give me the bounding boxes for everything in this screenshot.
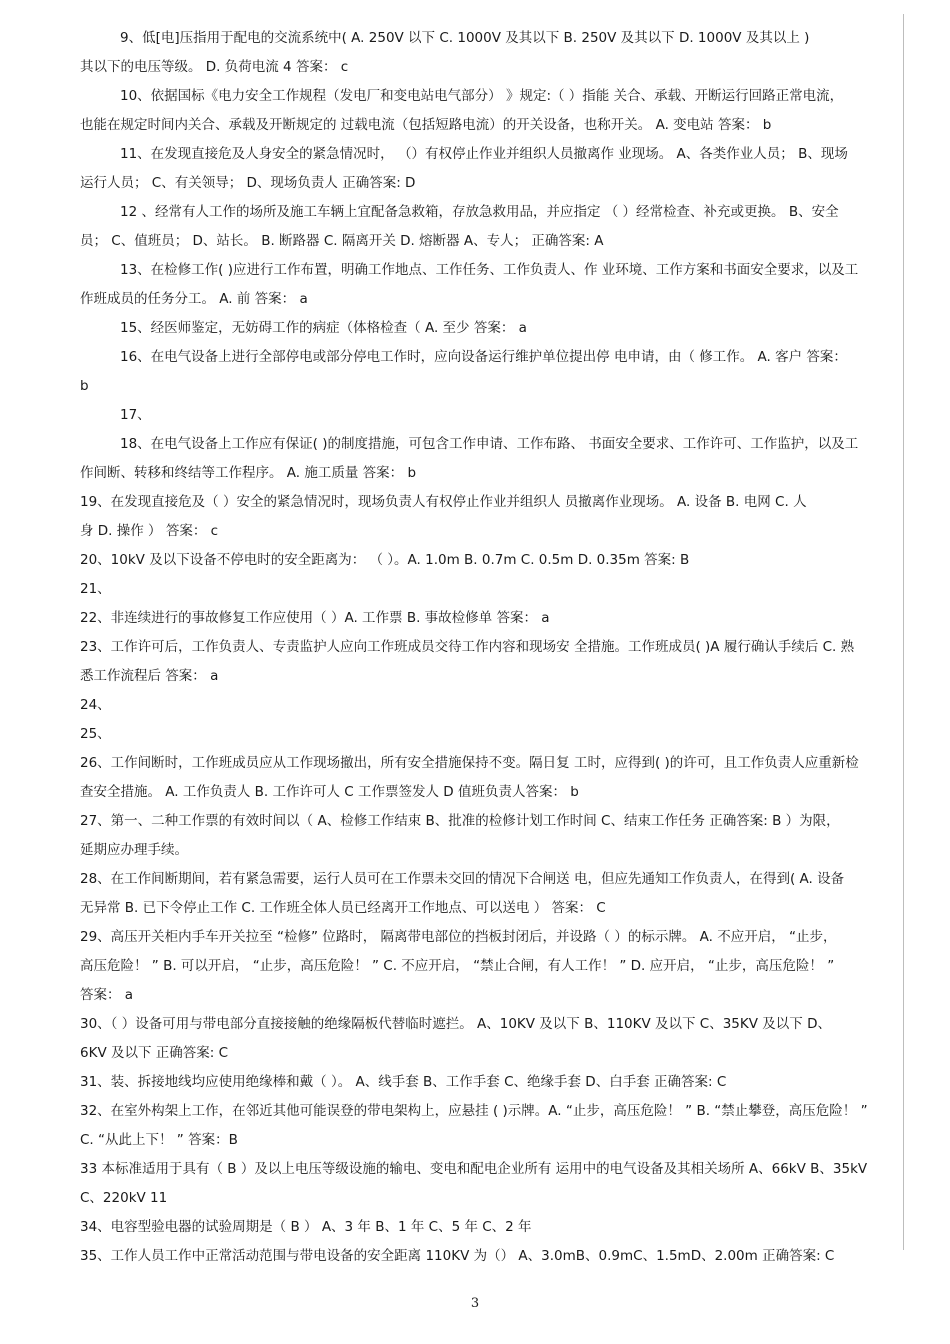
- text-line: C. “从此上下！ ” 答案：B: [80, 1132, 238, 1148]
- text-line: 答案： a: [80, 987, 134, 1003]
- text-line: C、220kV 11: [80, 1190, 168, 1206]
- text-line: 10、依据国标《电力安全工作规程（发电厂和变电站电气部分） 》规定:（ ）指能 关合、承载、开断运行回路正常电流，: [120, 88, 844, 104]
- text-line: 35、工作人员工作中正常活动范围与带电设备的安全距离 110KV 为（） A、3.0mB、0.9mC、1.5mD、2.00m 正确答案: C: [80, 1248, 835, 1264]
- text-line: 作间断、转移和终结等工作程序。 A. 施工质量 答案： b: [80, 465, 417, 481]
- text-line: 无异常 B. 已下令停止工作 C. 工作班全体人员已经离开工作地点、可以送电 ） 答案： C: [80, 900, 606, 916]
- text-line: 查安全措施。 A. 工作负责人 B. 工作许可人 C 工作票签发人 D 值班负责人答案： b: [80, 784, 579, 800]
- text-line: 高压危险！ ” B. 可以开启， “止步，高压危险！ ” C. 不应开启， “禁止合闸，有人工作！ ” D. 应开启， “止步，高压危险！ ”: [80, 958, 835, 974]
- text-line: 25、: [80, 726, 111, 742]
- right-margin-rule: [903, 14, 904, 1250]
- text-line: 也能在规定时间内关合、承载及开断规定的 过载电流（包括短路电流）的开关设备，也称开关。 A. 变电站 答案： b: [80, 117, 772, 133]
- text-line: 23、工作许可后，工作负责人、专责监护人应向工作班成员交待工作内容和现场安 全措施。工作班成员( )A 履行确认手续后 C. 熟: [80, 639, 855, 655]
- text-line: 34、电容型验电器的试验周期是（ B ） A、3 年 B、1 年 C、5 年 C、2 年: [80, 1219, 532, 1235]
- text-line: 19、在发现直接危及（ ）安全的紧急情况时，现场负责人有权停止作业并组织人 员撤离作业现场。 A. 设备 B. 电网 C. 人: [80, 494, 807, 510]
- text-line: 13、在检修工作( )应进行工作布置，明确工作地点、工作任务、工作负责人、作 业环境、工作方案和书面安全要求，以及工: [120, 262, 859, 278]
- text-line: 17、: [120, 407, 151, 423]
- text-line: 悉工作流程后 答案： a: [80, 668, 219, 684]
- text-line: 24、: [80, 697, 111, 713]
- text-line: 15、经医师鉴定，无妨碍工作的病症（体格检查（ A. 至少 答案： a: [120, 320, 527, 336]
- text-line: 运行人员； C、有关领导； D、现场负责人 正确答案: D: [80, 175, 416, 191]
- page-number: 3: [470, 1296, 480, 1311]
- text-line: 员； C、值班员； D、站长。 B. 断路器 C. 隔离开关 D. 熔断器 A、专人； 正确答案: A: [80, 233, 604, 249]
- text-line: 9、低[电]压指用于配电的交流系统中( A. 250V 以下 C. 1000V 及其以下 B. 250V 及其以下 D. 1000V 及其以上 ): [120, 30, 810, 46]
- text-line: 32、在室外构架上工作，在邻近其他可能误登的带电架构上，应悬挂 ( )示牌。A. “止步，高压危险！ ” B. “禁止攀登，高压危险！ ”: [80, 1103, 868, 1119]
- text-line: b: [80, 378, 89, 394]
- text-line: 29、高压开关柜内手车开关拉至 “检修” 位路时， 隔离带电部位的挡板封闭后，并设路（ ）的标示牌。 A. 不应开启， “止步，: [80, 929, 837, 945]
- text-line: 16、在电气设备上进行全部停电或部分停电工作时，应向设备运行维护单位提出停 电申请，由（ 修工作。 A. 客户 答案：: [120, 349, 847, 365]
- text-line: 其以下的电压等级。 D. 负荷电流 4 答案： c: [80, 59, 349, 75]
- text-line: 22、非连续进行的事故修复工作应使用（ ）A. 工作票 B. 事故检修单 答案： a: [80, 610, 550, 626]
- text-line: 身 D. 操作 ） 答案： c: [80, 523, 219, 539]
- text-line: 30、（ ）设备可用与带电部分直接接触的绝缘隔板代替临时遮拦。 A、10KV 及以下 B、110KV 及以下 C、35KV 及以下 D、: [80, 1016, 831, 1032]
- text-line: 11、在发现直接危及人身安全的紧急情况时， （）有权停止作业并组织人员撤离作 业现场。 A、各类作业人员； B、现场: [120, 146, 848, 162]
- text-line: 26、工作间断时，工作班成员应从工作现场撤出，所有安全措施保持不变。隔日复 工时，应得到( )的许可，且工作负责人应重新检: [80, 755, 859, 771]
- text-line: 12 、经常有人工作的场所及施工车辆上宜配备急救箱，存放急救用品，并应指定 （ ）经常检查、补充或更换。 B、安全: [120, 204, 839, 220]
- text-line: 延期应办理手续。: [80, 842, 188, 858]
- text-line: 6KV 及以下 正确答案: C: [80, 1045, 229, 1061]
- text-line: 作班成员的任务分工。 A. 前 答案： a: [80, 291, 308, 307]
- text-line: 28、在工作间断期间，若有紧急需要，运行人员可在工作票未交回的情况下合闸送 电，但应先通知工作负责人，在得到( A. 设备: [80, 871, 845, 887]
- text-line: 21、: [80, 581, 111, 597]
- text-line: 33 本标准适用于具有（ B ）及以上电压等级设施的输电、变电和配电企业所有 运用中的电气设备及其相关场所 A、66kV B、35kV: [80, 1161, 868, 1177]
- text-line: 31、装、拆接地线均应使用绝缘棒和戴（ ）。 A、线手套 B、工作手套 C、绝缘手套 D、白手套 正确答案: C: [80, 1074, 727, 1090]
- text-line: 20、10kV 及以下设备不停电时的安全距离为： （ ）。A. 1.0m B. 0.7m C. 0.5m D. 0.35m 答案: B: [80, 552, 690, 568]
- text-line: 27、第一、二种工作票的有效时间以（ A、检修工作结束 B、批准的检修计划工作时间 C、结束工作任务 正确答案: B ）为限，: [80, 813, 840, 829]
- text-line: 18、在电气设备上工作应有保证( )的制度措施，可包含工作申请、工作布路、 书面安全要求、工作许可、工作监护，以及工: [120, 436, 859, 452]
